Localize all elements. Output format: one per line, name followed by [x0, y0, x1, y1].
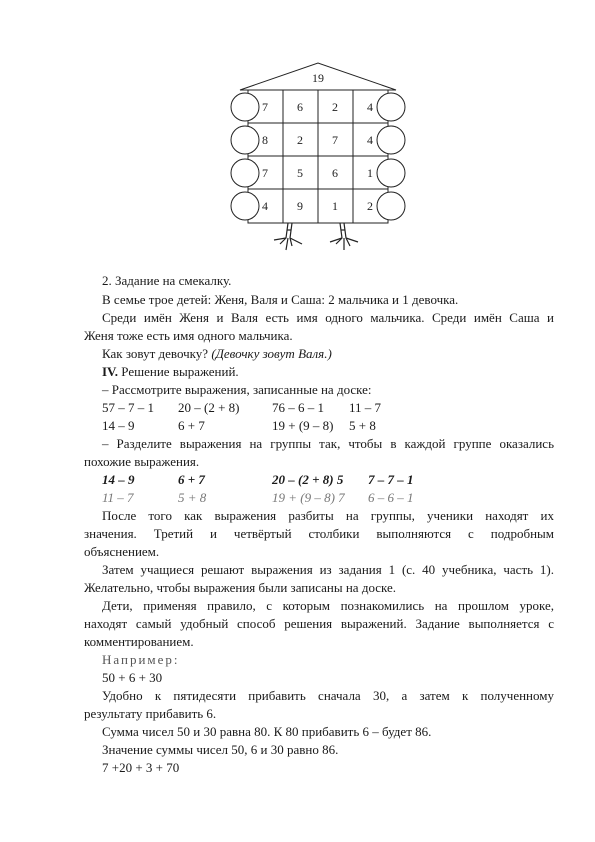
last-expression: 7 +20 + 3 + 70 — [102, 760, 180, 775]
group-expression: 6 + 7 — [178, 472, 205, 487]
group-expression: 6 – 6 – 1 — [368, 490, 414, 505]
paragraph: После того как выражения разбиты на группы, ученики находят их — [102, 508, 554, 523]
task2-heading: 2. Задание на смекалку. — [102, 273, 232, 288]
grid-cell: 2 — [297, 133, 303, 147]
paragraph: результату прибавить 6. — [84, 706, 217, 721]
paragraph: Желательно, чтобы выражения были записаны на доске. — [84, 580, 397, 595]
grid-cell: 8 — [262, 133, 268, 147]
section-title: Решение выражений. — [121, 364, 239, 379]
example-expression: 50 + 6 + 30 — [102, 670, 163, 685]
grid-cell: 2 — [332, 100, 338, 114]
house-puzzle-drawing — [228, 60, 408, 260]
board-expression: 6 + 7 — [178, 418, 205, 433]
split-instruction-end: похожие выражения. — [84, 454, 200, 469]
paragraph: находят самый удобный способ решения выражений. Задание выполняется с — [84, 616, 554, 631]
split-instruction: – Разделите выражения на группы так, чтобы в каждой группе оказались — [102, 436, 554, 451]
paragraph: Сумма чисел 50 и 30 равна 80. К 80 прибавить 6 – будет 86. — [102, 724, 432, 739]
roof-number: 19 — [312, 71, 324, 85]
grid-cell: 6 — [297, 100, 303, 114]
grid-cell: 7 — [332, 133, 338, 147]
task2-line2b: Женя тоже есть имя одного мальчика. — [84, 328, 293, 343]
section-heading — [102, 364, 239, 380]
grid-cell: 1 — [367, 166, 373, 180]
board-expression: 5 + 8 — [349, 418, 376, 433]
grid-cell: 6 — [332, 166, 338, 180]
group-expression: 14 – 9 — [102, 472, 135, 487]
chicken-leg-right — [330, 223, 358, 250]
section-number: IV. — [102, 364, 119, 379]
board-intro: – Рассмотрите выражения, записанные на доске: — [102, 382, 372, 397]
task2-line2a: Среди имён Женя и Валя есть имя одного мальчика. Среди имён Саша и — [102, 310, 554, 325]
group-expression: 5 + 8 — [178, 490, 207, 505]
paragraph: комментированием. — [84, 634, 194, 649]
paragraph: Дети, применяя правило, с которым познакомились на прошлом уроке, — [102, 598, 554, 613]
task2-line1: В семье трое детей: Женя, Валя и Саша: 2 мальчика и 1 девочка. — [102, 292, 459, 307]
paragraph: значения. Третий и четвёртый столбики выполняются с подробным — [84, 526, 554, 541]
task2-question-line — [102, 346, 332, 362]
grid-cell: 4 — [367, 100, 373, 114]
board-expression: 11 – 7 — [349, 400, 382, 415]
board-expression: 20 – (2 + 8) — [178, 400, 240, 415]
task2-question: Как зовут девочку? — [102, 346, 209, 361]
group-expression: 7 – 7 – 1 — [368, 472, 414, 487]
grid-cell: 1 — [332, 199, 338, 213]
group-expression: 19 + (9 – 8) 7 — [272, 490, 345, 505]
paragraph: объяснением. — [84, 544, 160, 559]
board-expression: 76 – 6 – 1 — [272, 400, 324, 415]
log-left-1 — [231, 93, 259, 121]
grid-cell: 7 — [262, 166, 268, 180]
paragraph: Затем учащиеся решают выражения из задания 1 (с. 40 учебника, часть 1). — [102, 562, 554, 577]
board-expression: 14 – 9 — [102, 418, 135, 433]
grid-cell: 2 — [367, 199, 373, 213]
log-left-3 — [231, 159, 259, 187]
example-label: Например: — [102, 652, 180, 667]
task2-answer: (Девочку зовут Валя.) — [211, 346, 332, 361]
log-right-1 — [377, 93, 405, 121]
board-expression: 57 – 7 – 1 — [102, 400, 154, 415]
log-right-2 — [377, 126, 405, 154]
log-right-4 — [377, 192, 405, 220]
chicken-leg-left — [274, 223, 302, 250]
log-left-2 — [231, 126, 259, 154]
paragraph: Удобно к пятидесяти прибавить сначала 30, а затем к полученному — [102, 688, 554, 703]
group-expression: 20 – (2 + 8) 5 — [272, 472, 344, 487]
grid-cell: 4 — [367, 133, 373, 147]
group-expression: 11 – 7 — [102, 490, 134, 505]
log-right-3 — [377, 159, 405, 187]
grid-cell: 4 — [262, 199, 268, 213]
log-left-4 — [231, 192, 259, 220]
paragraph: Значение суммы чисел 50, 6 и 30 равно 86. — [102, 742, 339, 757]
grid-cell: 9 — [297, 199, 303, 213]
grid-cell: 7 — [262, 100, 268, 114]
board-expression: 19 + (9 – 8) — [272, 418, 334, 433]
grid-cell: 5 — [297, 166, 303, 180]
